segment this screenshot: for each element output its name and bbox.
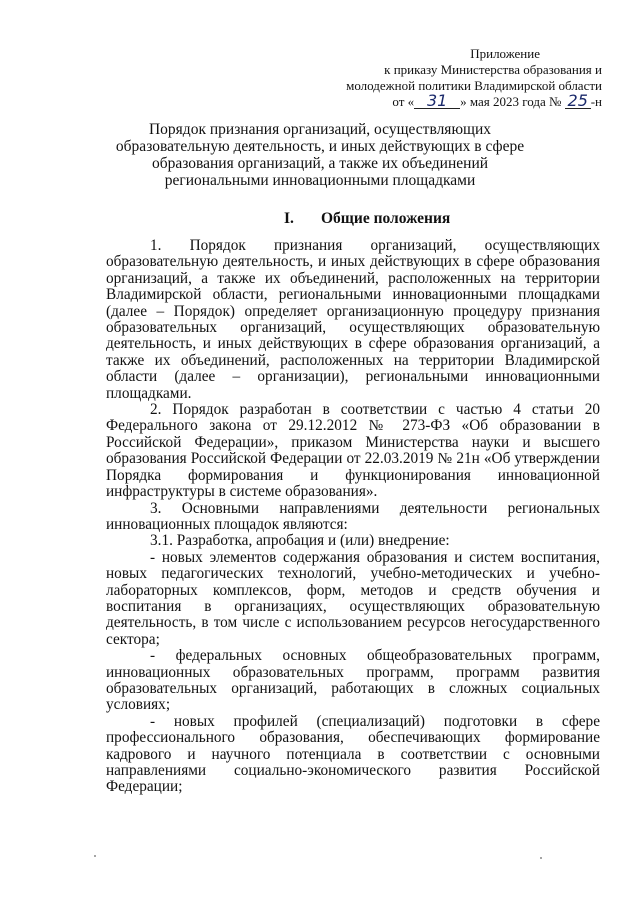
scan-speck <box>540 857 542 859</box>
date-prefix: от « <box>392 94 415 109</box>
order-suffix: -н <box>590 94 602 109</box>
list-item-new-profiles: - новых профилей (специализаций) подготовки в сфере профессионального образования, обеспечивающих формирование кадрового и научного потенциала в соответствии с основными направлениями социально-экономического развития Российской Федерации; <box>106 712 600 796</box>
annex-label: Приложение <box>470 46 540 61</box>
document-body <box>106 238 600 796</box>
section-number: I. <box>284 210 294 227</box>
list-item-federal-programs: - федеральных основных общеобразовательных программ, инновационных образовательных программ, программ развития образовательных организаций, работающих в сложных социальных условиях; <box>106 647 600 714</box>
paragraph-3-1: 3.1. Разработка, апробация и (или) внедрение: <box>150 532 450 550</box>
handwritten-order-number: 25 <box>565 94 591 109</box>
annex-order-ref: к приказу Министерства образования и <box>384 62 602 77</box>
paragraph-3: 3. Основными направлениями деятельности региональных инновационных площадок являются: <box>106 499 600 533</box>
document-title: Порядок признания организаций, осуществляющих образовательную деятельность, и иных действующих в сфере образования организаций, а также их объединений региональными инновационными площадками <box>115 121 525 189</box>
section-heading <box>0 210 640 230</box>
annex-ministry: молодежной политики Владимирской области <box>346 78 602 93</box>
date-suffix: » мая 2023 года № <box>460 94 562 109</box>
annex-date-line <box>330 91 602 110</box>
scan-speck <box>94 855 96 857</box>
paragraph-2: 2. Порядок разработан в соответствии с частью 4 статьи 20 Федерального закона от 29.12.2012 № 273-ФЗ «Об образовании в Российской Федерации», приказом Министерства науки и высшего образования Российской Федерации от 22.03.2019 № 21н «Об утверждении Порядка формирования и функционирования инновационной инфраструктуры в системе образования». <box>106 401 600 501</box>
section-name: Общие положения <box>321 210 451 227</box>
handwritten-day: 31 <box>414 94 460 109</box>
list-item-new-elements: - новых элементов содержания образования и систем воспитания, новых педагогических технологий, учебно-методических и учебно-лабораторных комплексов, форм, методов и средств обучения и воспитания в организациях, осуществляющих образовательную деятельность, в том числе с использованием ресурсов негосударственного сектора; <box>106 548 600 648</box>
paragraph-1: 1. Порядок признания организаций, осуществляющих образовательную деятельность, и иных действующих в сфере образования организаций, а также их объединений, расположенных на территории Владимирской области, региональными инновационными площадками (далее – Порядок) определяет организационную процедуру признания образовательных организаций, осуществляющих образовательную деятельность, и иных действующих в сфере образования организаций, а также их объединений, расположенных на территории Владимирской области (далее – организации), региональными инновационными площадками. <box>106 237 600 402</box>
annex-header <box>330 46 602 110</box>
